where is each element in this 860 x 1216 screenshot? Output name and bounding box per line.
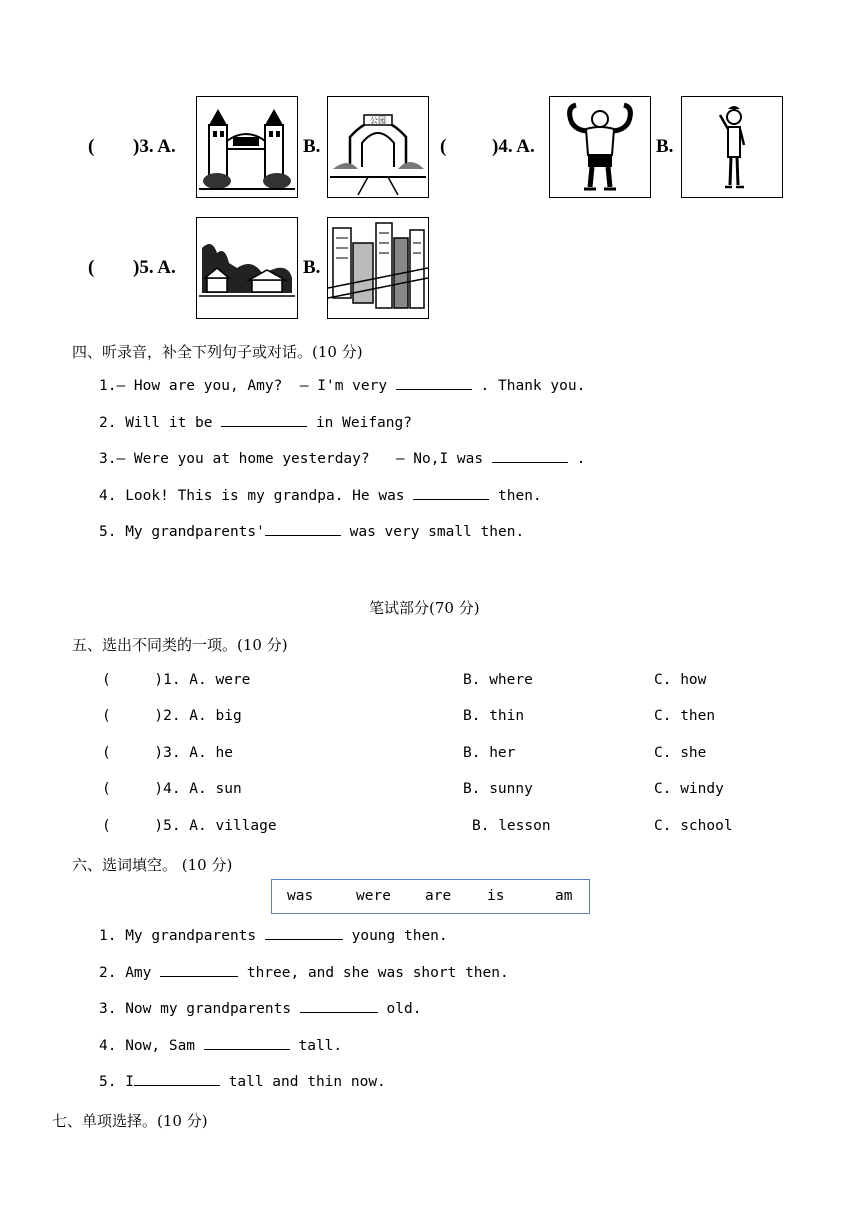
word-bank-box [271, 879, 590, 914]
q3-paren: ( [88, 136, 95, 157]
section6-item-4: 4. Now, Sam tall. [99, 1038, 343, 1054]
section5-item-4-a: ( )4. A. sun [102, 781, 242, 797]
section5-item-2-b: B. thin [463, 708, 525, 724]
q3-label: )3. A. [133, 136, 176, 157]
village-picture-icon [196, 217, 298, 319]
section7-title: 七、单项选择。(10 分) [52, 1112, 208, 1130]
section4-title: 四、听录音，补全下列句子或对话。(10 分) [72, 343, 363, 361]
section6-item-5: 5. I tall and thin now. [99, 1074, 386, 1090]
thin-man-picture-icon [681, 96, 783, 198]
word-bank-word: am [555, 888, 573, 904]
word-bank-word: was [287, 888, 314, 904]
section4-item-3: 3.— Were you at home yesterday? — No,I was . [99, 451, 586, 467]
word-bank-word: were [356, 888, 391, 904]
strong-man-picture-icon [549, 96, 651, 198]
q5-option-b: B. [303, 257, 321, 278]
svg-text:公园: 公园 [370, 116, 386, 125]
city-picture-icon [327, 217, 429, 319]
section5-item-4-b: B. sunny [463, 781, 533, 797]
q4-paren: ( [440, 136, 447, 157]
section5-item-3-c: C. she [654, 745, 707, 761]
gate-picture-icon [196, 96, 298, 198]
section4-item-4: 4. Look! This is my grandpa. He was then. [99, 488, 542, 504]
q3-option-b: B. [303, 136, 321, 157]
section5-item-3-a: ( )3. A. he [102, 745, 233, 761]
park-gate-picture-icon [327, 96, 429, 198]
section6-item-3: 3. Now my grandparents old. [99, 1001, 422, 1017]
section5-item-4-c: C. windy [654, 781, 724, 797]
written-part-heading: 笔试部分(70 分) [369, 599, 480, 617]
section5-item-1-b: B. where [463, 672, 533, 688]
section5-item-3-b: B. her [463, 745, 516, 761]
section4-item-1: 1.— How are you, Amy? — I'm very . Thank you. [99, 378, 586, 394]
section5-item-5-a: ( )5. A. village [102, 818, 277, 834]
section5-item-2-c: C. then [654, 708, 716, 724]
section5-item-5-b: B. lesson [472, 818, 551, 834]
section5-item-5-c: C. school [654, 818, 733, 834]
word-bank-word: is [487, 888, 505, 904]
q5-label: )5. A. [133, 257, 176, 278]
word-bank-word: are [425, 888, 452, 904]
q4-label: )4. A. [492, 136, 535, 157]
q4-option-b: B. [656, 136, 674, 157]
section4-item-2: 2. Will it be in Weifang? [99, 415, 412, 431]
section6-title: 六、选词填空。 (10 分) [72, 856, 233, 874]
section5-item-1-c: C. how [654, 672, 707, 688]
section5-item-2-a: ( )2. A. big [102, 708, 242, 724]
section6-item-1: 1. My grandparents young then. [99, 928, 448, 944]
q5-paren: ( [88, 257, 95, 278]
section6-item-2: 2. Amy three, and she was short then. [99, 965, 509, 981]
section5-title: 五、选出不同类的一项。(10 分) [72, 636, 288, 654]
section4-item-5: 5. My grandparents' was very small then. [99, 524, 525, 540]
section5-item-1-a: ( )1. A. were [102, 672, 251, 688]
